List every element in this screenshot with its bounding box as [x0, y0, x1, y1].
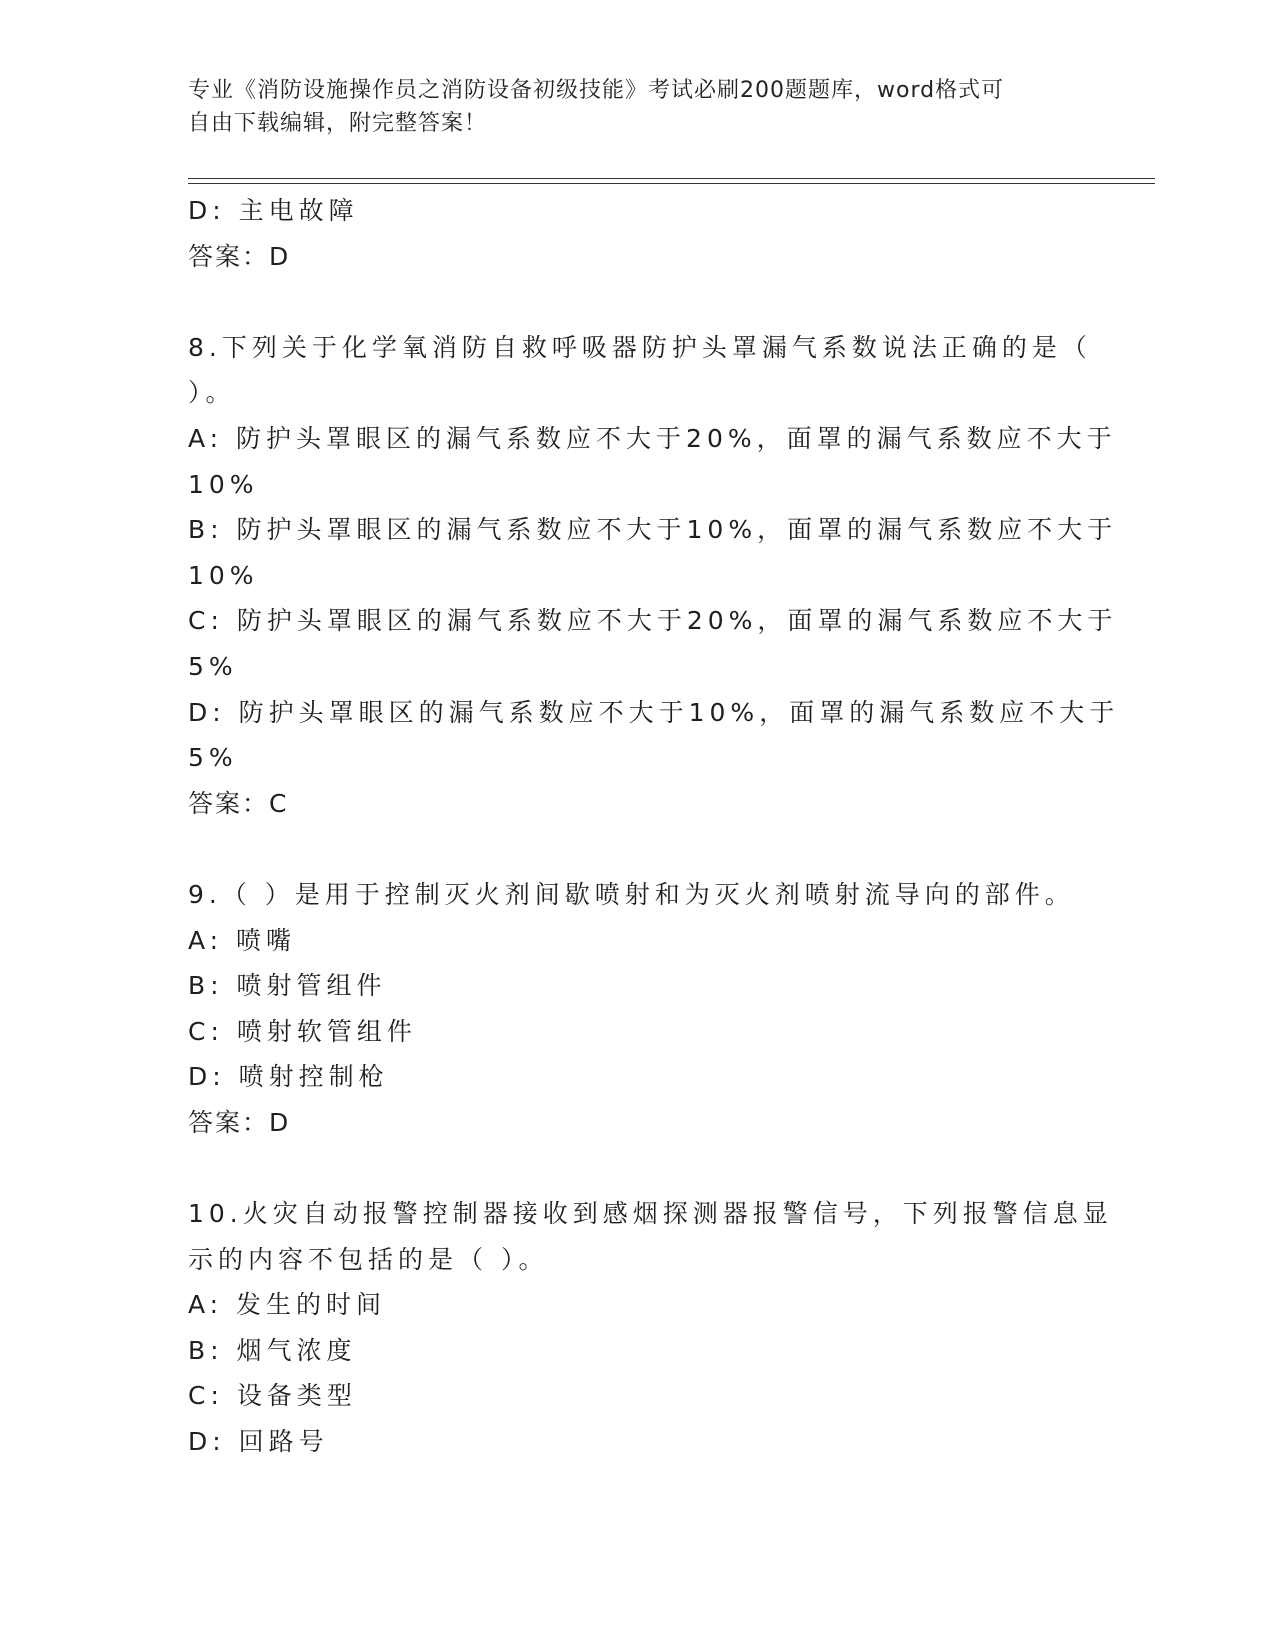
header-divider-bottom	[188, 183, 1155, 184]
option-c: C: 喷射软管组件	[188, 1016, 417, 1046]
option-c: C: 防护头罩眼区的漏气系数应不大于20%，面罩的漏气系数应不大于	[188, 606, 1118, 636]
header-divider-top	[188, 178, 1155, 179]
option-a: A: 喷嘴	[188, 925, 297, 955]
question-block-8	[188, 325, 1120, 827]
question-block-10	[188, 1191, 1113, 1465]
spacer	[188, 826, 1088, 872]
question-list	[188, 188, 1120, 1465]
option-b: B: 喷射管组件	[188, 971, 387, 1001]
spacer	[188, 1145, 1088, 1191]
document-header	[188, 74, 1058, 140]
question-block-9	[188, 872, 1088, 1146]
option-d: D: 喷射控制枪	[188, 1062, 389, 1092]
option-d-cont: 5%	[188, 743, 238, 773]
option-a-cont: 10%	[188, 469, 259, 499]
question-stem: 8.下列关于化学氧消防自救呼吸器防护头罩漏气系数说法正确的是（	[188, 332, 1092, 362]
answer-line: 答案：D	[188, 241, 291, 271]
option-a: A: 发生的时间	[188, 1290, 387, 1320]
header-line-1: 专业《消防设施操作员之消防设备初级技能》考试必刷200题题库，word格式可	[188, 78, 1005, 103]
question-stem: 9.（ ）是用于控制灭火剂间歇喷射和为灭火剂喷射流导向的部件。	[188, 879, 1075, 909]
answer-line: 答案：D	[188, 1107, 291, 1137]
spacer	[188, 279, 1088, 325]
option-d: D: 防护头罩眼区的漏气系数应不大于10%，面罩的漏气系数应不大于	[188, 697, 1120, 727]
question-stem: 10.火灾自动报警控制器接收到感烟探测器报警信号，下列报警信息显	[188, 1199, 1113, 1229]
option-c-cont: 5%	[188, 651, 238, 681]
question-block-7	[188, 188, 1088, 279]
option-b: B: 防护头罩眼区的漏气系数应不大于10%，面罩的漏气系数应不大于	[188, 515, 1118, 545]
header-line-2: 自由下载编辑，附完整答案！	[188, 111, 488, 136]
option-d: D: 主电故障	[188, 196, 359, 225]
option-d: D: 回路号	[188, 1427, 329, 1457]
option-c: C: 设备类型	[188, 1381, 357, 1411]
option-a: A: 防护头罩眼区的漏气系数应不大于20%，面罩的漏气系数应不大于	[188, 423, 1117, 453]
option-b: B: 烟气浓度	[188, 1335, 357, 1365]
question-stem-cont: ）。	[188, 378, 236, 408]
option-b-cont: 10%	[188, 560, 259, 590]
question-stem-cont: 示的内容不包括的是（ ）。	[188, 1244, 549, 1274]
answer-line: 答案：C	[188, 788, 289, 818]
